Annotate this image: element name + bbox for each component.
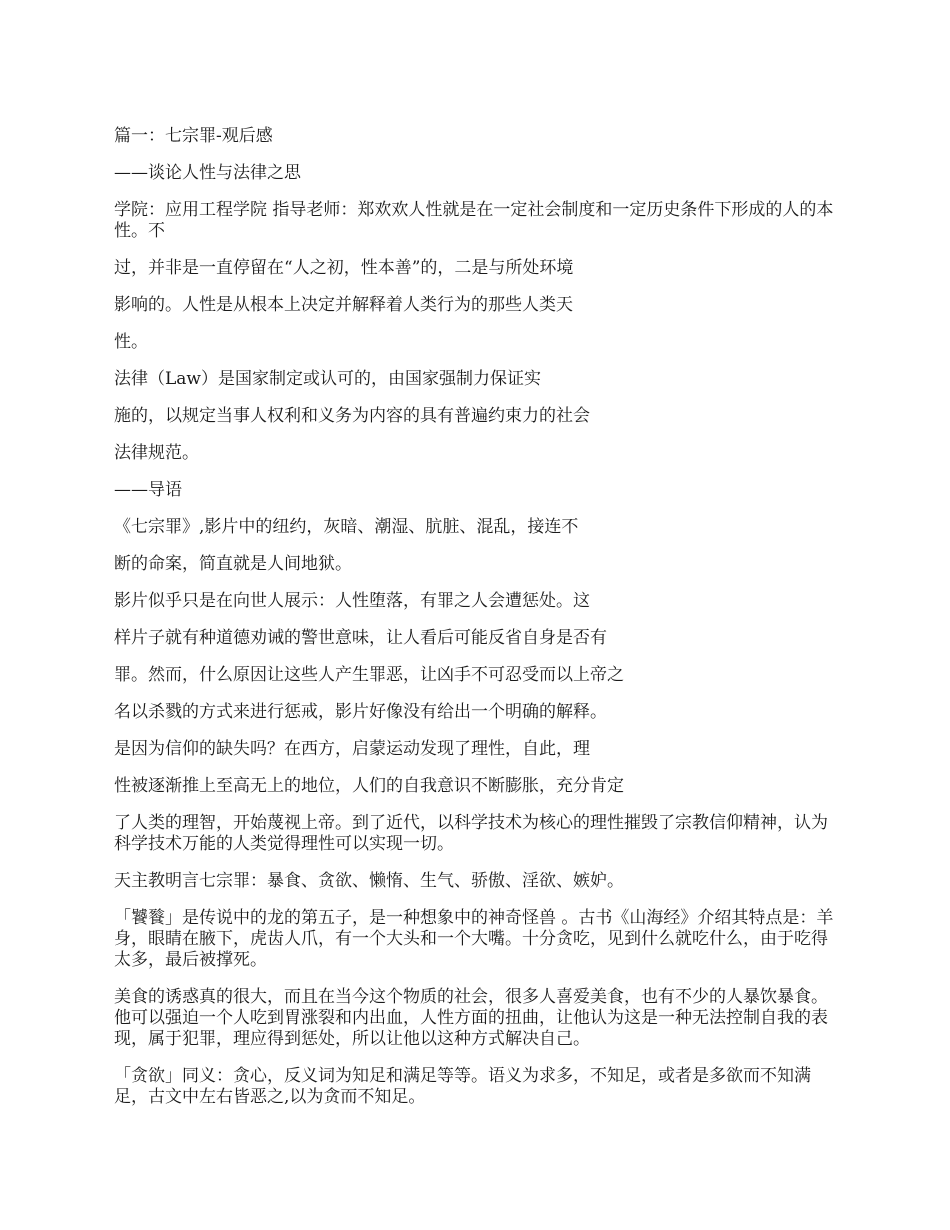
paragraph: 性被逐渐推上至高无上的地位，人们的自我意识不断膨胀，充分肯定 <box>114 776 624 796</box>
paragraph: 是因为信仰的缺失吗？在西方，启蒙运动发现了理性，自此，理 <box>114 739 590 759</box>
paragraph: 样片子就有种道德劝诫的警世意味，让人看后可能反省自身是否有 <box>114 628 607 648</box>
paragraph: 法律规范。 <box>114 443 199 463</box>
paragraph: 学院：应用工程学院 指导老师：郑欢欢人性就是在一定社会制度和一定历史条件下形成的人的本性。不 <box>114 200 834 241</box>
paragraph: 名以杀戮的方式来进行惩戒，影片好像没有给出一个明确的解释。 <box>114 702 607 722</box>
paragraph: 断的命案，简直就是人间地狱。 <box>114 554 352 574</box>
paragraph: 法律（Law）是国家制定或认可的，由国家强制力保证实 <box>114 369 541 389</box>
paragraph: 天主教明言七宗罪：暴食、贪欲、懒惰、生气、骄傲、淫欲、嫉妒。 <box>114 871 624 891</box>
section-heading: ——导语 <box>114 480 182 500</box>
document-subtitle: ——谈论人性与法律之思 <box>114 163 301 183</box>
paragraph: 「饕餮」是传说中的龙的第五子，是一种想象中的神奇怪兽 。古书《山海经》介绍其特点是：羊身，眼睛在腋下，虎齿人爪，有一个大头和一个大嘴。十分贪吃，见到什么就吃什么，由于吃得太多，最后被撑死。 <box>114 908 834 970</box>
paragraph: 《七宗罪》,影片中的纽约，灰暗、潮湿、肮脏、混乱，接连不 <box>114 517 579 537</box>
paragraph: 美食的诱惑真的很大，而且在当今这个物质的社会，很多人喜爱美食，也有不少的人暴饮暴食。他可以强迫一个人吃到胃涨裂和内出血，人性方面的扭曲，让他认为这是一种无法控制自我的表现，属于犯罪，理应得到惩处，所以让他以这种方式解决自己。 <box>114 987 828 1049</box>
paragraph: 罪。然而，什么原因让这些人产生罪恶，让凶手不可忍受而以上帝之 <box>114 665 624 685</box>
document-body <box>114 126 844 1124</box>
paragraph: 影响的。人性是从根本上决定并解释着人类行为的那些人类天 <box>114 295 573 315</box>
paragraph: 施的，以规定当事人权利和义务为内容的具有普遍约束力的社会 <box>114 406 590 426</box>
document-title: 篇一：七宗罪-观后感 <box>114 126 273 146</box>
paragraph: 「贪欲」同义：贪心，反义词为知足和满足等等。语义为求多，不知足，或者是多欲而不知满足，古文中左右皆恶之,以为贪而不知足。 <box>114 1066 811 1107</box>
paragraph: 影片似乎只是在向世人展示：人性堕落，有罪之人会遭惩处。这 <box>114 591 590 611</box>
paragraph: 性。 <box>114 332 148 352</box>
paragraph: 了人类的理智，开始蔑视上帝。到了近代，以科学技术为核心的理性摧毁了宗教信仰精神，认为科学技术万能的人类觉得理性可以实现一切。 <box>114 813 828 854</box>
paragraph: 过，并非是一直停留在“人之初，性本善”的，二是与所处环境 <box>114 258 574 278</box>
